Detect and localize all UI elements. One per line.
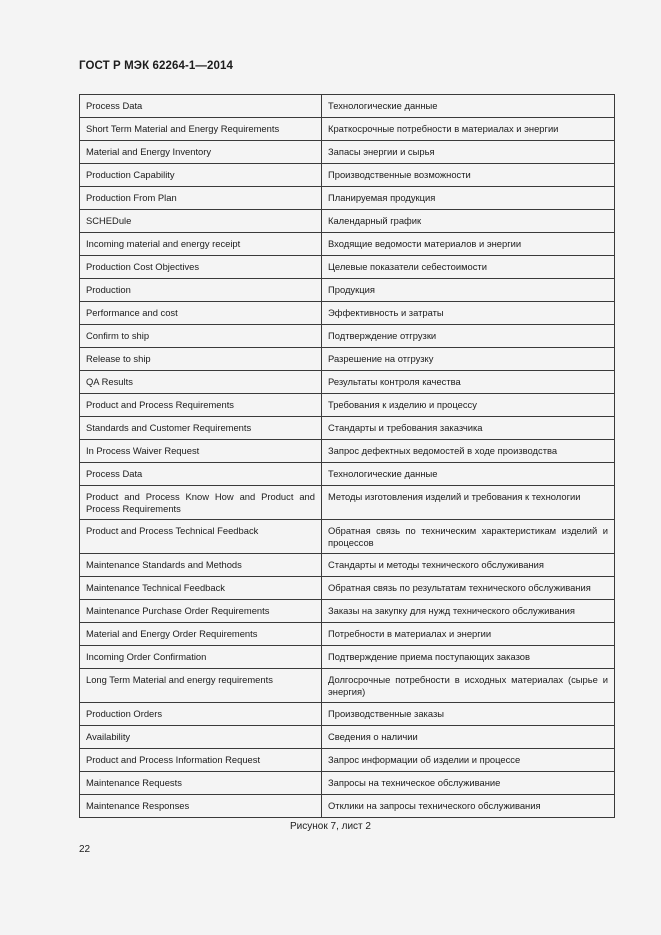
term-en: Maintenance Purchase Order Requirements xyxy=(80,600,322,623)
term-en: Product and Process Technical Feedback xyxy=(80,520,322,554)
table-row xyxy=(80,394,615,417)
term-en: Short Term Material and Energy Requirements xyxy=(80,118,322,141)
term-ru: Технологические данные xyxy=(322,463,615,486)
table-row xyxy=(80,623,615,646)
term-ru: Сведения о наличии xyxy=(322,726,615,749)
term-ru: Обратная связь по результатам технического обслуживания xyxy=(322,577,615,600)
term-en: Production xyxy=(80,279,322,302)
table-row xyxy=(80,233,615,256)
term-en: Performance and cost xyxy=(80,302,322,325)
table-row xyxy=(80,772,615,795)
table-row xyxy=(80,646,615,669)
term-ru: Отклики на запросы технического обслуживания xyxy=(322,795,615,818)
term-en: Maintenance Technical Feedback xyxy=(80,577,322,600)
table-row xyxy=(80,348,615,371)
term-ru: Заказы на закупку для нужд технического обслуживания xyxy=(322,600,615,623)
table-row xyxy=(80,325,615,348)
term-en: SCHEDule xyxy=(80,210,322,233)
term-ru: Планируемая продукция xyxy=(322,187,615,210)
table-row xyxy=(80,749,615,772)
page-number: 22 xyxy=(79,844,91,855)
term-ru: Подтверждение приема поступающих заказов xyxy=(322,646,615,669)
table-row xyxy=(80,279,615,302)
table-row xyxy=(80,600,615,623)
term-en: Product and Process Requirements xyxy=(80,394,322,417)
table-row xyxy=(80,371,615,394)
table-row xyxy=(80,795,615,818)
term-en: Production Cost Objectives xyxy=(80,256,322,279)
table-row xyxy=(80,95,615,118)
term-en: Confirm to ship xyxy=(80,325,322,348)
term-ru: Запросы на техническое обслуживание xyxy=(322,772,615,795)
term-ru: Долгосрочные потребности в исходных материалах (сырье и энергия) xyxy=(322,669,615,703)
term-en: Incoming material and energy receipt xyxy=(80,233,322,256)
term-ru: Производственные возможности xyxy=(322,164,615,187)
term-en: Maintenance Responses xyxy=(80,795,322,818)
table-row xyxy=(80,463,615,486)
term-en: Incoming Order Confirmation xyxy=(80,646,322,669)
term-ru: Результаты контроля качества xyxy=(322,371,615,394)
term-en: Process Data xyxy=(80,463,322,486)
term-en: Material and Energy Order Requirements xyxy=(80,623,322,646)
table-row xyxy=(80,577,615,600)
term-ru: Входящие ведомости материалов и энергии xyxy=(322,233,615,256)
term-ru: Календарный график xyxy=(322,210,615,233)
term-ru: Обратная связь по техническим характеристикам изделий и процессов xyxy=(322,520,615,554)
term-en: Standards and Customer Requirements xyxy=(80,417,322,440)
term-en: Availability xyxy=(80,726,322,749)
table-row xyxy=(80,669,615,703)
table-row xyxy=(80,486,615,520)
term-ru: Разрешение на отгрузку xyxy=(322,348,615,371)
table-row xyxy=(80,187,615,210)
term-ru: Запрос дефектных ведомостей в ходе производства xyxy=(322,440,615,463)
table-row xyxy=(80,210,615,233)
table-row xyxy=(80,440,615,463)
term-en: Production From Plan xyxy=(80,187,322,210)
document-header: ГОСТ Р МЭК 62264-1—2014 xyxy=(79,60,233,72)
term-ru: Эффективность и затраты xyxy=(322,302,615,325)
term-ru: Запрос информации об изделии и процессе xyxy=(322,749,615,772)
term-en: Production Capability xyxy=(80,164,322,187)
term-en: Long Term Material and energy requirements xyxy=(80,669,322,703)
table-row xyxy=(80,256,615,279)
term-en: Maintenance Requests xyxy=(80,772,322,795)
term-ru: Целевые показатели себестоимости xyxy=(322,256,615,279)
term-en: Release to ship xyxy=(80,348,322,371)
term-ru: Краткосрочные потребности в материалах и энергии xyxy=(322,118,615,141)
term-ru: Запасы энергии и сырья xyxy=(322,141,615,164)
term-en: Process Data xyxy=(80,95,322,118)
table-row xyxy=(80,302,615,325)
term-ru: Стандарты и требования заказчика xyxy=(322,417,615,440)
table-row xyxy=(80,141,615,164)
term-en: Product and Process Know How and Product and Process Requirements xyxy=(80,486,322,520)
table-row xyxy=(80,417,615,440)
figure-caption: Рисунок 7, лист 2 xyxy=(290,821,371,832)
term-en: In Process Waiver Request xyxy=(80,440,322,463)
term-ru: Требования к изделию и процессу xyxy=(322,394,615,417)
term-ru: Подтверждение отгрузки xyxy=(322,325,615,348)
term-ru: Производственные заказы xyxy=(322,703,615,726)
term-ru: Методы изготовления изделий и требования к технологии xyxy=(322,486,615,520)
term-ru: Продукция xyxy=(322,279,615,302)
table-row xyxy=(80,118,615,141)
table-row xyxy=(80,164,615,187)
table-row xyxy=(80,554,615,577)
table-row xyxy=(80,520,615,554)
term-en: Material and Energy Inventory xyxy=(80,141,322,164)
table-row xyxy=(80,726,615,749)
term-en: Production Orders xyxy=(80,703,322,726)
term-en: Maintenance Standards and Methods xyxy=(80,554,322,577)
term-en: QA Results xyxy=(80,371,322,394)
terms-table xyxy=(79,94,615,818)
table-row xyxy=(80,703,615,726)
term-ru: Потребности в материалах и энергии xyxy=(322,623,615,646)
term-ru: Технологические данные xyxy=(322,95,615,118)
term-en: Product and Process Information Request xyxy=(80,749,322,772)
term-ru: Стандарты и методы технического обслуживания xyxy=(322,554,615,577)
